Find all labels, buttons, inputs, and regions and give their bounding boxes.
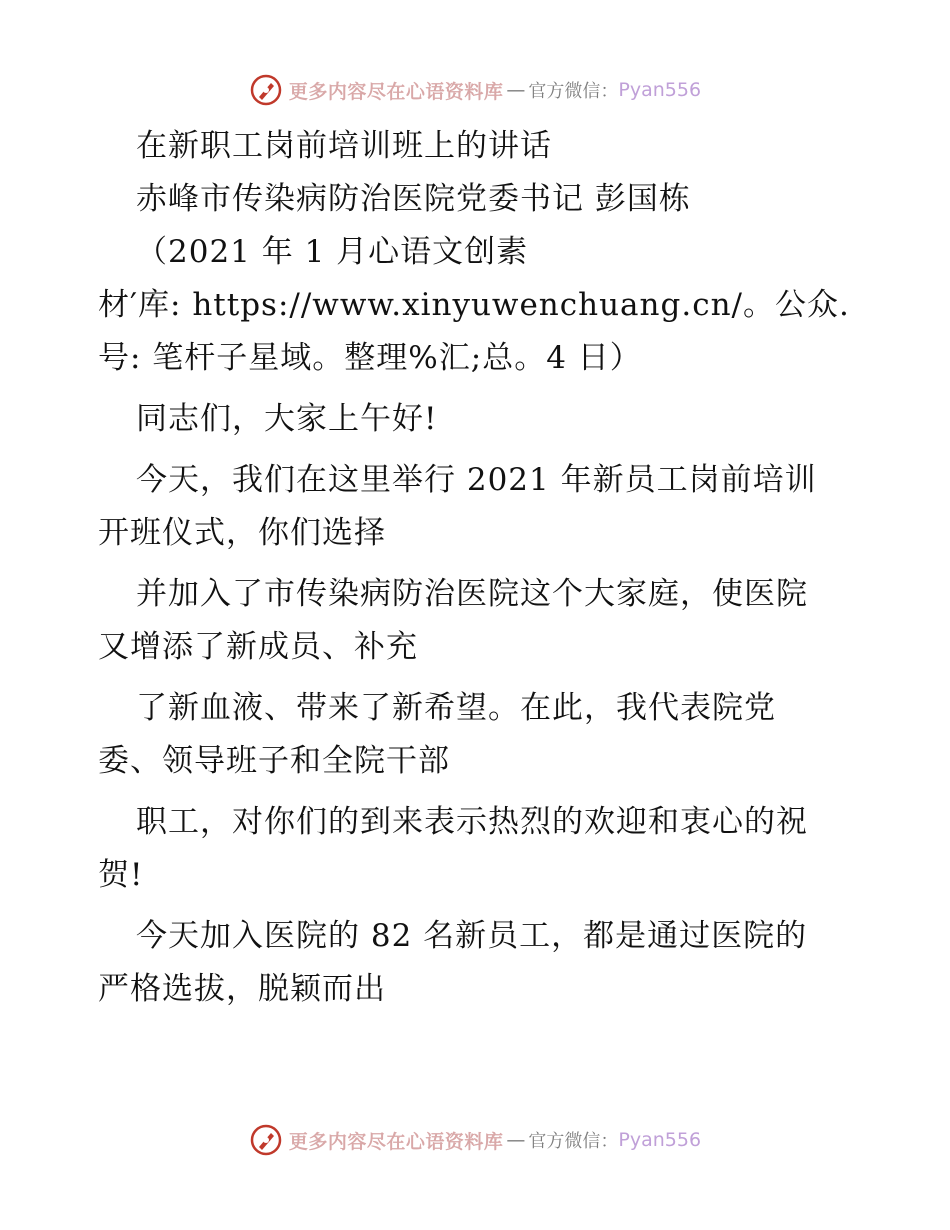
banner-dash: — <box>506 79 526 101</box>
paragraph-1-line-2: 开班仪式，你们选择 <box>98 515 386 551</box>
paragraph-4-line-1: 职工，对你们的到来表示热烈的欢迎和衷心的祝 <box>136 804 808 840</box>
document-date-line-2: 材′库: https://www.xinyuwenchuang.cn/。公众. <box>98 287 850 323</box>
pen-circle-logo-icon <box>249 1123 283 1157</box>
document-date-line-3: 号: 笔杆子星域。整理%汇;总。4 日） <box>98 340 642 376</box>
paragraph-3-line-2: 委、领导班子和全院干部 <box>98 743 450 779</box>
document-body <box>98 124 858 1012</box>
paragraph-2-line-2: 又增添了新成员、补充 <box>98 629 418 665</box>
document-author: 赤峰市传染病防治医院党委书记 彭国栋 <box>136 181 691 217</box>
paragraph-5-line-2: 严格选拔，脱颖而出 <box>98 971 386 1007</box>
document-date-line-1: （2021 年 1 月心语文创素 <box>136 234 529 270</box>
paragraph-5-line-1: 今天加入医院的 82 名新员工，都是通过医院的 <box>136 918 808 954</box>
top-banner <box>0 70 950 110</box>
pen-circle-logo-icon <box>249 73 283 107</box>
bottom-banner <box>0 1120 950 1160</box>
paragraph-4-line-2: 贺! <box>98 857 144 893</box>
banner-wechat-label: 官方微信： <box>528 1131 619 1152</box>
banner-wechat-id: Pyan556 <box>618 1129 702 1151</box>
paragraph-2-line-1: 并加入了市传染病防治医院这个大家庭，使医院 <box>136 576 808 612</box>
banner-wechat-label: 官方微信： <box>528 81 619 102</box>
banner-main-text: 更多内容尽在心语资料库 <box>288 80 504 103</box>
greeting: 同志们，大家上午好! <box>136 401 438 437</box>
banner-wechat-id: Pyan556 <box>618 79 702 101</box>
document-title: 在新职工岗前培训班上的讲话 <box>136 128 552 164</box>
paragraph-1-line-1: 今天，我们在这里举行 2021 年新员工岗前培训 <box>136 462 817 498</box>
banner-dash: — <box>506 1129 526 1151</box>
paragraph-3-line-1: 了新血液、带来了新希望。在此，我代表院党 <box>136 690 776 726</box>
banner-main-text: 更多内容尽在心语资料库 <box>288 1130 504 1153</box>
